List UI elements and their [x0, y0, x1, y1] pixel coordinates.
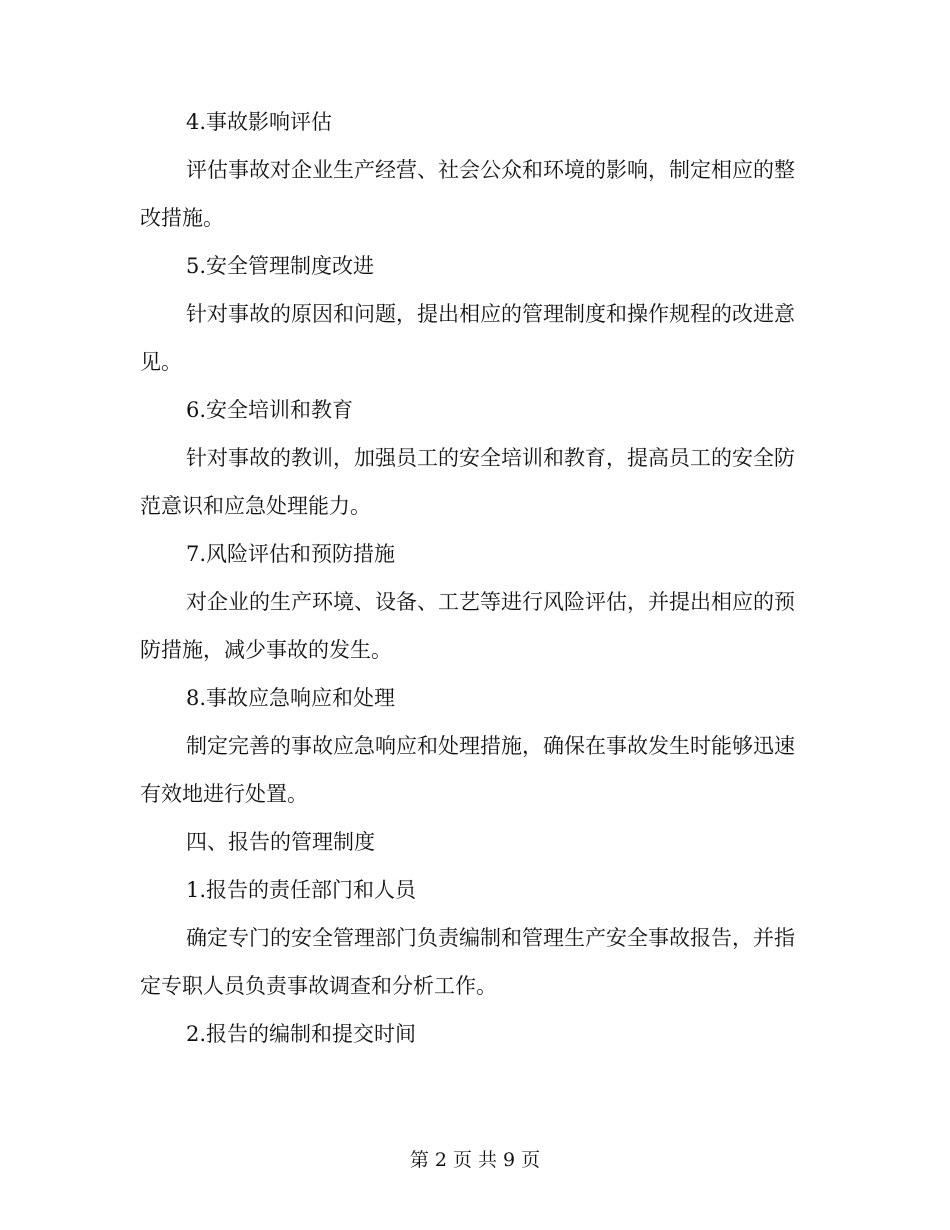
paragraph-responsible-department: 确定专门的安全管理部门负责编制和管理生产安全事故报告，并指定专职人员负责事故调查和分析工作。	[140, 926, 795, 998]
section-heading-safety-training: 6.安全培训和教育	[186, 398, 354, 422]
page-footer	[0, 1146, 950, 1174]
paragraph-safety-training: 针对事故的教训，加强员工的安全培训和教育，提高员工的安全防范意识和应急处理能力。	[140, 446, 795, 518]
section-heading-management-improvement: 5.安全管理制度改进	[186, 254, 375, 278]
page-number: 第 2 页 共 9 页	[409, 1149, 541, 1171]
paragraph-accident-impact: 评估事故对企业生产经营、社会公众和环境的影响，制定相应的整改措施。	[140, 158, 795, 230]
section-heading-risk-assessment: 7.风险评估和预防措施	[186, 542, 396, 566]
chapter-heading-report-management: 四、报告的管理制度	[186, 830, 375, 854]
paragraph-emergency-response: 制定完善的事故应急响应和处理措施，确保在事故发生时能够迅速有效地进行处置。	[140, 734, 795, 806]
paragraph-risk-assessment: 对企业的生产环境、设备、工艺等进行风险评估，并提出相应的预防措施，减少事故的发生。	[140, 590, 795, 662]
paragraph-management-improvement: 针对事故的原因和问题，提出相应的管理制度和操作规程的改进意见。	[140, 302, 795, 374]
section-heading-report-timing: 2.报告的编制和提交时间	[186, 1022, 417, 1046]
section-heading-responsible-department: 1.报告的责任部门和人员	[186, 878, 417, 902]
section-heading-accident-impact: 4.事故影响评估	[186, 110, 333, 134]
section-heading-emergency-response: 8.事故应急响应和处理	[186, 686, 396, 710]
document-body	[140, 98, 810, 1058]
